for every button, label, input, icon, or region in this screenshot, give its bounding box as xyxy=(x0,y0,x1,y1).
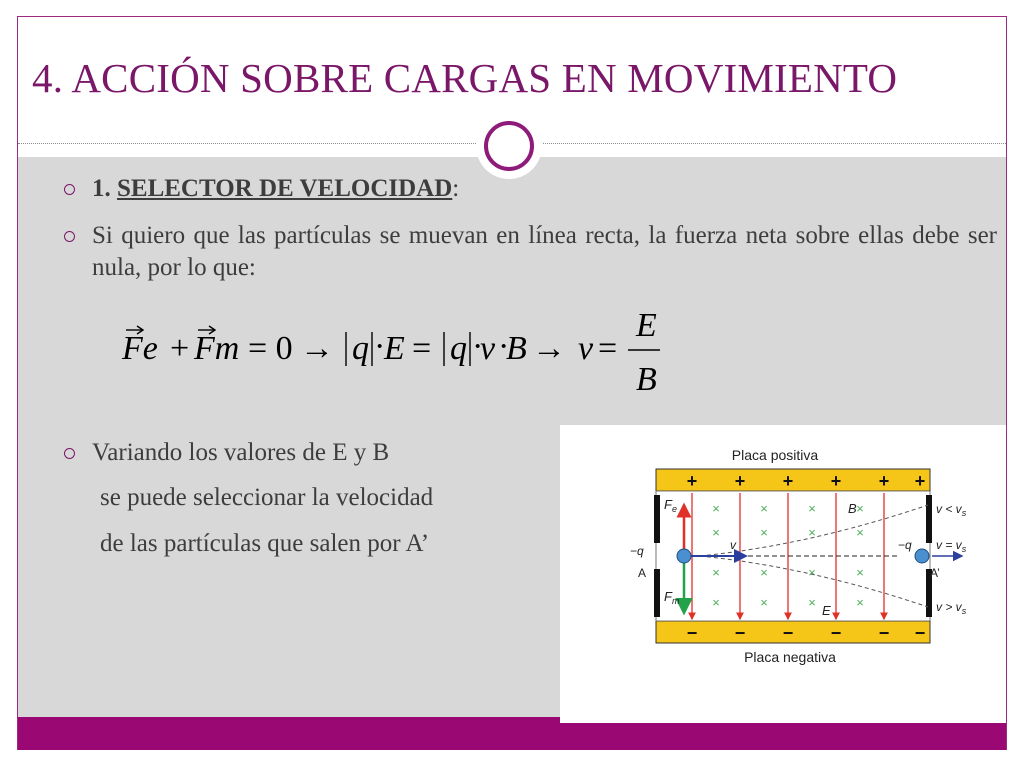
formula-frac-num: E xyxy=(636,310,657,344)
svg-text:+: + xyxy=(686,471,698,491)
svg-text:×: × xyxy=(856,501,864,516)
svg-text:×: × xyxy=(712,595,720,610)
bottom-plate-label: Placa negativa xyxy=(744,649,836,665)
slit-a-label: A xyxy=(638,566,647,580)
velocity-selector-formula xyxy=(118,310,678,400)
slide-title: 4. ACCIÓN SOBRE CARGAS EN MOVIMIENTO xyxy=(32,55,898,101)
bullet-item-variation-line1: Variando los valores de E y B xyxy=(92,439,390,466)
svg-text:×: × xyxy=(856,595,864,610)
bullet-item-variation-line3: de las partículas que salen por A’ xyxy=(100,530,430,557)
svg-text:×: × xyxy=(712,501,720,516)
diagram-panel xyxy=(560,425,1006,723)
svg-text:×: × xyxy=(712,565,720,580)
charge-particle-right xyxy=(915,549,929,563)
svg-text:×: × xyxy=(712,525,720,540)
formula-q-2: q xyxy=(450,330,467,367)
bullet-icon xyxy=(64,184,75,195)
svg-text:×: × xyxy=(760,565,768,580)
item-heading: SELECTOR DE VELOCIDAD xyxy=(117,175,453,202)
svg-text:×: × xyxy=(760,525,768,540)
svg-text:+: + xyxy=(878,471,890,491)
svg-text:×: × xyxy=(808,595,816,610)
slit-left-bottom xyxy=(654,569,660,617)
svg-text:+: + xyxy=(830,471,842,491)
bullet-icon xyxy=(64,231,75,242)
formula-eq-2: = xyxy=(598,330,618,367)
formula-e: E xyxy=(384,330,405,367)
formula-frac-den: B xyxy=(636,361,657,398)
svg-text:×: × xyxy=(856,565,864,580)
fm-label: $F_m$ xyxy=(664,589,680,606)
formula-fe: Fe xyxy=(122,330,158,367)
formula-eq-1: = xyxy=(412,330,432,367)
svg-text:+: + xyxy=(734,471,746,491)
bullet-item-variation-line2: se puede seleccionar la velocidad xyxy=(100,484,434,511)
slit-a-prime-label: A’ xyxy=(930,566,940,580)
item-number: 1. xyxy=(92,175,111,202)
bullet-icon xyxy=(64,448,75,459)
svg-text:×: × xyxy=(760,501,768,516)
charge-right-label: −q xyxy=(898,538,912,552)
formula-dot-3: · xyxy=(498,328,510,365)
formula-dot-2: · xyxy=(472,328,484,365)
svg-text:−: − xyxy=(686,623,698,643)
formula-v-1: v xyxy=(480,330,496,367)
item-suffix: : xyxy=(452,175,460,202)
formula-arrow-2: → xyxy=(532,330,566,367)
slit-right-top xyxy=(926,495,932,543)
formula-plus: + xyxy=(170,330,190,367)
velocity-label: v xyxy=(730,538,736,552)
svg-text:−: − xyxy=(878,623,890,643)
ring-ornament-icon xyxy=(484,121,534,171)
formula-q-1: q xyxy=(352,330,369,367)
svg-text:−: − xyxy=(914,623,926,643)
svg-text:−: − xyxy=(782,623,794,643)
formula-eq0: = 0 xyxy=(248,330,293,367)
e-label: E xyxy=(822,603,831,618)
condition-equal: $v = v_s$ xyxy=(936,538,967,554)
formula-b: B xyxy=(506,330,527,367)
bullet-item-selector xyxy=(92,173,459,205)
svg-text:+: + xyxy=(782,471,794,491)
condition-greater: $v > v_s$ xyxy=(936,600,967,616)
svg-text:−: − xyxy=(830,623,842,643)
fe-label: $F_e$ xyxy=(664,497,677,514)
charge-particle-left xyxy=(677,549,691,563)
condition-less: $v < v_s$ xyxy=(936,502,967,518)
formula-arrow-1: → xyxy=(300,330,334,367)
svg-text:×: × xyxy=(808,501,816,516)
velocity-selector-diagram xyxy=(560,425,1006,723)
b-label: B xyxy=(848,501,857,516)
svg-text:×: × xyxy=(856,525,864,540)
svg-text:×: × xyxy=(808,525,816,540)
svg-text:−: − xyxy=(734,623,746,643)
svg-text:×: × xyxy=(760,595,768,610)
svg-text:+: + xyxy=(914,471,926,491)
formula-fm: Fm xyxy=(194,330,240,367)
svg-text:×: × xyxy=(808,565,816,580)
formula-v-2: v xyxy=(578,330,594,367)
bullet-item-explanation: Si quiero que las partículas se muevan en línea recta, la fuerza neta sobre ellas debe ser nula, por lo que: xyxy=(92,222,997,281)
formula-dot-1: · xyxy=(374,328,386,365)
slit-left-top xyxy=(654,495,660,543)
charge-left-label: −q xyxy=(630,544,644,558)
top-plate-label: Placa positiva xyxy=(731,447,819,463)
